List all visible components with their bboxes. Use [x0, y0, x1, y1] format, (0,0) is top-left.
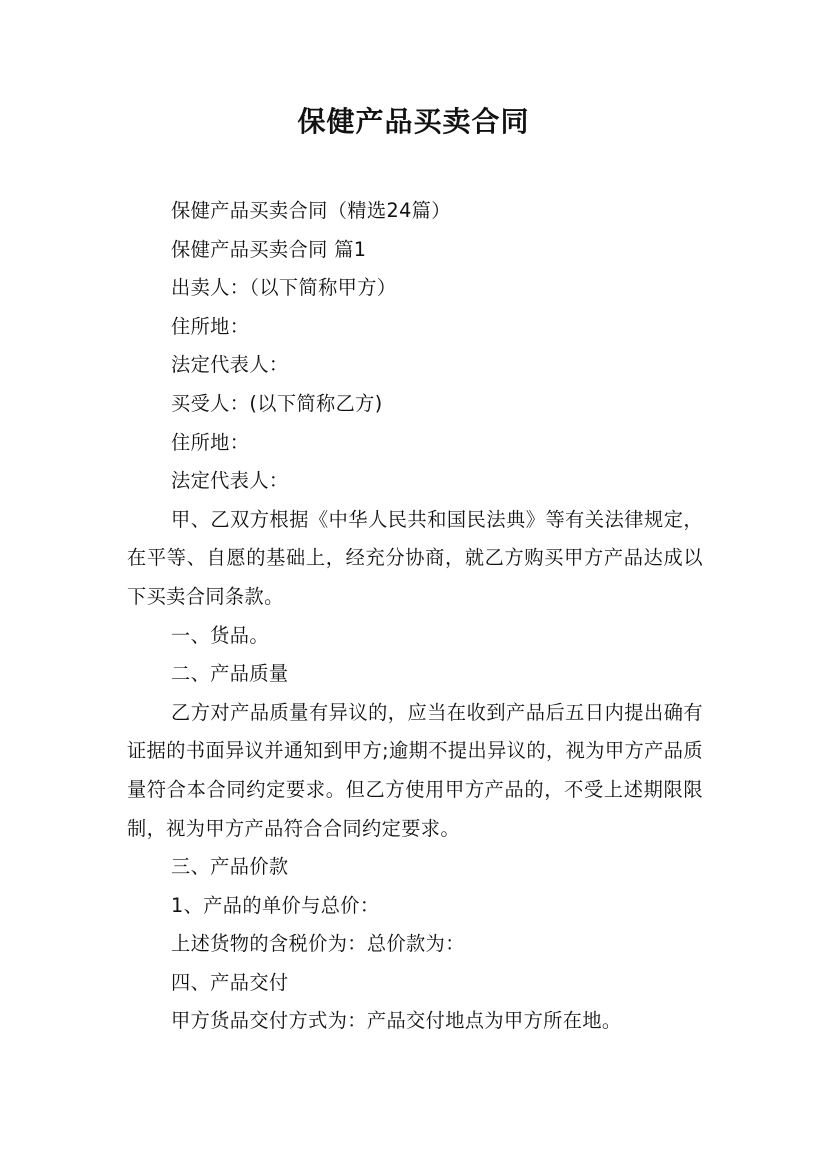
- paragraph-seller-address: 住所地：: [171, 314, 250, 338]
- paragraph-clause-2-heading: 二、产品质量: [171, 662, 289, 686]
- paragraph-clause-3-price: 上述货物的含税价为：总价款为：: [171, 932, 465, 956]
- paragraph-buyer: 买受人：(以下简称乙方): [171, 391, 383, 415]
- document-title: 保健产品买卖合同: [297, 105, 530, 138]
- paragraph-clause-3-item-1: 1、产品的单价与总价：: [171, 893, 380, 917]
- paragraph-seller: 出卖人：（以下简称甲方）: [171, 276, 397, 300]
- paragraph-section-heading: 保健产品买卖合同 篇1: [171, 237, 367, 261]
- paragraph-clause-4-heading: 四、产品交付: [171, 970, 289, 994]
- document-body: [127, 192, 703, 1041]
- paragraph-clause-4-body: 甲方货品交付方式为：产品交付地点为甲方所在地。: [171, 1009, 622, 1033]
- paragraph-seller-representative: 法定代表人：: [171, 353, 289, 377]
- paragraph-preamble: 甲、乙双方根据《中华人民共和国民法典》等有关法律规定，在平等、自愿的基础上，经充分协商，就乙方购买甲方产品达成以下买卖合同条款。: [127, 507, 703, 608]
- paragraph-clause-1: 一、货品。: [171, 623, 269, 647]
- paragraph-buyer-representative: 法定代表人：: [171, 469, 289, 493]
- paragraph-buyer-address: 住所地：: [171, 430, 250, 454]
- paragraph-clause-2-body: 乙方对产品质量有异议的，应当在收到产品后五日内提出确有证据的书面异议并通知到甲方;逾期不提出异议的，视为甲方产品质量符合本合同约定要求。但乙方使用甲方产品的，不受上述期限限制，视为甲方产品符合合同约定要求。: [127, 700, 703, 840]
- paragraph-subtitle: 保健产品买卖合同（精选24篇）: [171, 199, 451, 222]
- paragraph-clause-3-heading: 三、产品价款: [171, 855, 289, 879]
